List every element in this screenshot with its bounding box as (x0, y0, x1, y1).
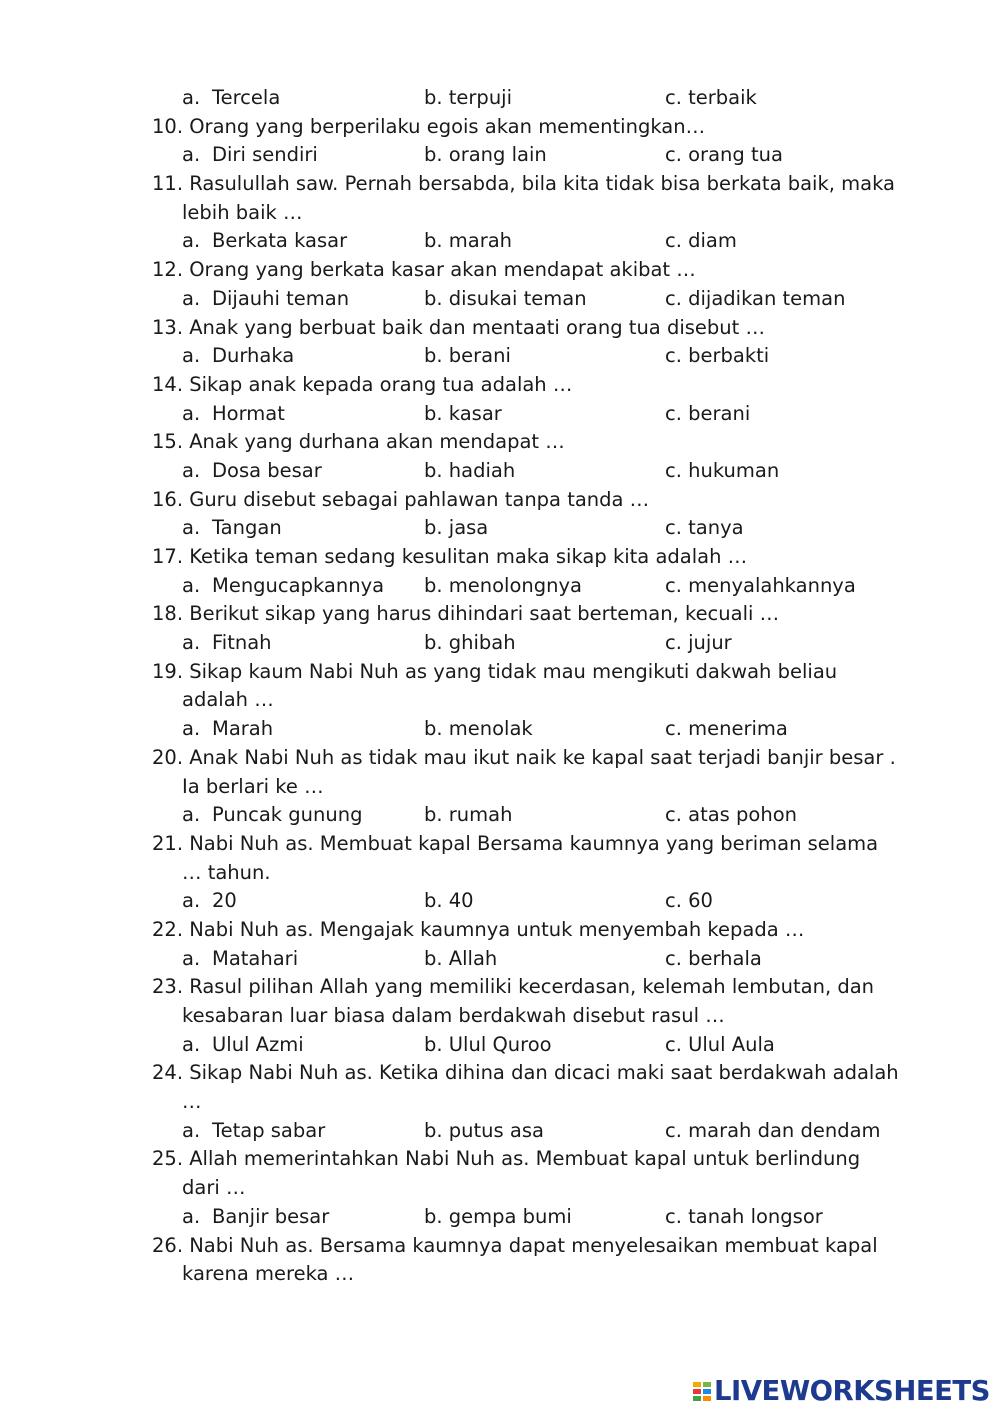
option-a-label: Hormat (212, 401, 285, 425)
option-c[interactable]: c. marah dan dendam (665, 1118, 881, 1142)
option-b[interactable]: b. gempa bumi (424, 1204, 572, 1228)
option-a-label: Fitnah (212, 631, 272, 655)
question-text: 21. Nabi Nuh as. Membuat kapal Bersama kaumnya yang beriman selama (152, 831, 879, 855)
option-a-marker: a. (182, 573, 201, 597)
question-text: 20. Anak Nabi Nuh as tidak mau ikut naik ke kapal saat terjadi banjir besar . (152, 745, 896, 769)
option-a-marker: a. (182, 717, 201, 741)
answer-options-row (0, 945, 1000, 974)
question-text-continued: … tahun. (182, 860, 271, 884)
option-b[interactable]: b. 40 (424, 889, 474, 913)
option-a[interactable] (182, 227, 347, 256)
option-a[interactable] (182, 285, 349, 314)
option-a-marker: a. (182, 344, 201, 368)
question-text: 25. Allah memerintahkan Nabi Nuh as. Membuat kapal untuk berlindung (152, 1147, 861, 1171)
option-c[interactable]: c. berbakti (665, 344, 770, 368)
option-a-label: Berkata kasar (212, 229, 348, 253)
option-a[interactable] (182, 801, 363, 830)
option-b[interactable]: b. berani (424, 344, 511, 368)
option-a-label: Dijauhi teman (212, 286, 350, 310)
answer-options-row (0, 1117, 1000, 1146)
question-text: 19. Sikap kaum Nabi Nuh as yang tidak mau mengikuti dakwah beliau (152, 659, 838, 683)
option-a-marker: a. (182, 286, 201, 310)
question-text: 24. Sikap Nabi Nuh as. Ketika dihina dan dicaci maki saat berdakwah adalah (152, 1061, 899, 1085)
answer-options-row (0, 285, 1000, 314)
option-b[interactable]: b. marah (424, 229, 513, 253)
option-a[interactable] (182, 1031, 304, 1060)
question-text-continued: adalah … (182, 688, 274, 712)
question-text: 26. Nabi Nuh as. Bersama kaumnya dapat menyelesaikan membuat kapal (152, 1233, 878, 1257)
option-b[interactable]: b. kasar (424, 401, 502, 425)
option-a[interactable] (182, 457, 322, 486)
answer-options-row (0, 342, 1000, 371)
answer-options-row (0, 629, 1000, 658)
answer-options-row (0, 801, 1000, 830)
option-a[interactable] (182, 342, 294, 371)
option-a[interactable] (182, 572, 384, 601)
option-b[interactable]: b. disukai teman (424, 286, 587, 310)
option-a[interactable] (182, 514, 282, 543)
option-c[interactable]: c. menyalahkannya (665, 573, 856, 597)
option-c[interactable]: c. berhala (665, 946, 762, 970)
option-a-marker: a. (182, 86, 201, 109)
option-a[interactable] (182, 629, 272, 658)
option-c[interactable]: c. menerima (665, 717, 788, 741)
question-text: 22. Nabi Nuh as. Mengajak kaumnya untuk menyembah kepada … (152, 917, 805, 941)
answer-options-row (0, 141, 1000, 170)
answer-options-row (0, 887, 1000, 916)
option-a-marker: a. (182, 458, 201, 482)
option-c[interactable]: c. hukuman (665, 458, 780, 482)
option-c[interactable]: c. berani (665, 401, 751, 425)
option-a[interactable] (182, 1117, 325, 1146)
option-c[interactable]: c. atas pohon (665, 803, 797, 827)
option-a-label: Ulul Azmi (212, 1032, 304, 1056)
option-a-label: Tangan (212, 516, 282, 540)
option-a[interactable] (182, 84, 280, 113)
option-a[interactable] (182, 887, 237, 916)
option-a-marker: a. (182, 1118, 201, 1142)
option-a-marker: a. (182, 631, 201, 655)
option-a-label: Durhaka (212, 344, 295, 368)
answer-options-row (0, 227, 1000, 256)
option-b[interactable]: b. ghibah (424, 631, 516, 655)
question-text-continued: karena mereka … (182, 1262, 355, 1286)
question-text-continued: dari … (182, 1176, 246, 1200)
question-text-continued: lebih baik … (182, 200, 303, 224)
option-a-marker: a. (182, 143, 201, 167)
option-c[interactable]: c. tanah longsor (665, 1204, 823, 1228)
liveworksheets-logo-icon (692, 1377, 712, 1405)
option-c[interactable]: c. 60 (665, 889, 713, 913)
question-text: 12. Orang yang berkata kasar akan mendapat akibat … (152, 258, 696, 282)
option-a[interactable] (182, 945, 298, 974)
option-b[interactable]: b. hadiah (424, 458, 516, 482)
option-b[interactable]: b. rumah (424, 803, 513, 827)
answer-options-row (0, 1203, 1000, 1232)
answer-options-row (0, 84, 1000, 113)
option-a-marker: a. (182, 946, 201, 970)
option-b[interactable]: b. terpuji (424, 86, 513, 109)
option-b[interactable]: b. Allah (424, 946, 498, 970)
answer-options-row (0, 457, 1000, 486)
option-a-marker: a. (182, 889, 201, 913)
option-a-label: Puncak gunung (212, 803, 363, 827)
option-c[interactable]: c. tanya (665, 516, 744, 540)
option-b[interactable]: b. menolak (424, 717, 533, 741)
option-a-marker: a. (182, 516, 201, 540)
answer-options-row (0, 400, 1000, 429)
option-b[interactable]: b. orang lain (424, 143, 547, 167)
option-c[interactable]: c. diam (665, 229, 737, 253)
question-text: 18. Berikut sikap yang harus dihindari saat berteman, kecuali … (152, 602, 780, 626)
question-text: 10. Orang yang berperilaku egois akan mementingkan… (152, 114, 706, 138)
option-a[interactable] (182, 715, 273, 744)
option-b[interactable]: b. putus asa (424, 1118, 544, 1142)
option-c[interactable]: c. dijadikan teman (665, 286, 846, 310)
option-a-label: Tetap sabar (212, 1118, 326, 1142)
answer-options-row (0, 1031, 1000, 1060)
question-text: 11. Rasulullah saw. Pernah bersabda, bila kita tidak bisa berkata baik, maka (152, 172, 895, 196)
liveworksheets-logo[interactable] (692, 1373, 990, 1409)
question-text: 13. Anak yang berbuat baik dan mentaati orang tua disebut … (152, 315, 765, 339)
option-a[interactable] (182, 400, 285, 429)
option-b[interactable]: b. Ulul Quroo (424, 1032, 552, 1056)
option-a-label: Tercela (212, 86, 281, 109)
option-b[interactable]: b. jasa (424, 516, 489, 540)
option-a-label: 20 (212, 889, 237, 913)
question-text: 14. Sikap anak kepada orang tua adalah … (152, 372, 573, 396)
option-c[interactable]: c. terbaik (665, 86, 757, 109)
question-text-continued: … (182, 1090, 202, 1114)
option-c[interactable]: c. Ulul Aula (665, 1032, 775, 1056)
option-a[interactable] (182, 1203, 329, 1232)
option-a[interactable] (182, 141, 318, 170)
option-a-marker: a. (182, 803, 201, 827)
question-text: 23. Rasul pilihan Allah yang memiliki kecerdasan, kelemah lembutan, dan (152, 975, 875, 999)
option-c[interactable]: c. orang tua (665, 143, 783, 167)
worksheet-page (0, 84, 1000, 1289)
answer-options-row (0, 572, 1000, 601)
answer-options-row (0, 715, 1000, 744)
option-a-marker: a. (182, 1032, 201, 1056)
option-a-marker: a. (182, 401, 201, 425)
option-a-label: Marah (212, 717, 274, 741)
option-a-label: Banjir besar (212, 1204, 330, 1228)
question-text-continued: Ia berlari ke … (182, 774, 324, 798)
answer-options-row (0, 514, 1000, 543)
question-text: 15. Anak yang durhana akan mendapat … (152, 430, 565, 454)
option-a-label: Mengucapkannya (212, 573, 385, 597)
question-text-continued: kesabaran luar biasa dalam berdakwah disebut rasul … (182, 1004, 725, 1027)
option-a-label: Diri sendiri (212, 143, 318, 167)
question-text: 17. Ketika teman sedang kesulitan maka sikap kita adalah … (152, 545, 748, 568)
option-a-label: Dosa besar (212, 458, 322, 482)
option-b[interactable]: b. menolongnya (424, 573, 582, 597)
option-a-marker: a. (182, 1204, 201, 1228)
question-text: 16. Guru disebut sebagai pahlawan tanpa tanda … (152, 487, 650, 511)
option-c[interactable]: c. jujur (665, 631, 732, 655)
option-a-marker: a. (182, 229, 201, 253)
option-a-label: Matahari (212, 946, 299, 970)
logo-text: LIVEWORKSHEETS (714, 1375, 990, 1407)
